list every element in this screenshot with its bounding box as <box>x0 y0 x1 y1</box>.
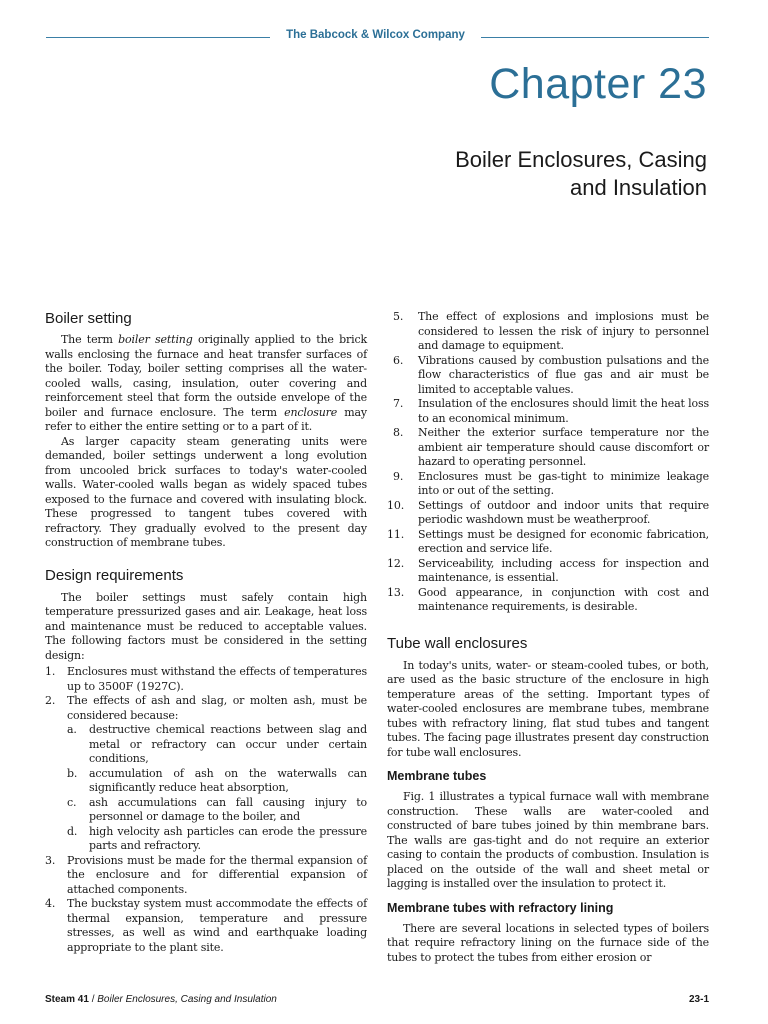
sub-list-item <box>67 796 367 825</box>
list-item <box>45 665 367 694</box>
list-number: 5. <box>393 310 404 323</box>
header-company-name: The Babcock & Wilcox Company <box>286 29 465 41</box>
list-number: 4. <box>45 897 56 910</box>
design-requirements-intro: The boiler settings must safely contain high temperature pressurized gases and air. Leakage, heat loss and maintenance must be reduced to acceptable values. The following factors must be considered in the setting design: <box>45 590 367 662</box>
list-number: 10. <box>387 498 405 512</box>
chapter-title <box>307 146 707 202</box>
footer-separator: / <box>88 994 98 1005</box>
sub-list-letter: d. <box>67 824 78 838</box>
list-text: Good appearance, in conjunction with cost and maintenance requirements, is desirable. <box>418 585 709 613</box>
section-heading-tube-wall-enclosures: Tube wall enclosures <box>387 634 528 652</box>
tube-wall-paragraph: In today's units, water- or steam-cooled tubes, or both, are used as the basic structure of the enclosure in high temperature areas of the setting. Important types of water-cooled enclosures are membrane tubes, membrane tubes with refractory lining, flat stud tubes and tangent tubes. The facing page illustrates present day construction for tube wall enclosures. <box>387 658 709 759</box>
list-item <box>45 694 367 723</box>
list-number: 6. <box>393 353 404 367</box>
sub-list-letter: b. <box>67 766 78 780</box>
list-number: 11. <box>387 527 405 541</box>
header-rule-left <box>46 37 270 38</box>
sub-list-text: accumulation of ash on the waterwalls can significantly reduce heat absorption, <box>89 766 367 794</box>
list-text: Settings of outdoor and indoor units that require periodic washdown must be weatherproof. <box>418 498 709 526</box>
sub-list-text: high velocity ash particles can erode the pressure parts and refractory. <box>89 824 367 852</box>
chapter-title-line-2: and Insulation <box>570 175 707 200</box>
list-item <box>387 354 709 398</box>
list-text: Neither the exterior surface temperature nor the ambient air temperature should cause discomfort or hazard to operating personnel. <box>418 426 709 468</box>
list-text: Vibrations caused by combustion pulsations and the flow characteristics of flue gas and air must be limited to acceptable values. <box>418 353 709 396</box>
list-text: Settings must be designed for economic fabrication, erection and service life. <box>418 527 709 555</box>
list-text: Provisions must be made for the thermal expansion of the enclosure and for differential expansion of attached components. <box>67 853 367 896</box>
chapter-title-line-1: Boiler Enclosures, Casing <box>455 147 707 172</box>
term-enclosure: enclosure <box>284 405 338 419</box>
list-item <box>387 557 709 586</box>
list-text: Serviceability, including access for inspection and maintenance, is essential. <box>418 556 709 584</box>
boiler-setting-paragraph-1 <box>45 333 367 435</box>
list-item <box>387 528 709 557</box>
list-number: 12. <box>387 556 405 570</box>
text-run: may refer to either the entire setting or to a part of it. <box>45 405 367 433</box>
list-item <box>387 586 709 615</box>
footer-chapter-title: Boiler Enclosures, Casing and Insulation <box>97 994 277 1005</box>
list-item <box>45 854 367 898</box>
sub-list-letter: c. <box>67 795 77 809</box>
list-text: The buckstay system must accommodate the effects of thermal expansion, temperature and pressure stresses, as well as wind and earthquake loading appropriate to the plant site. <box>67 897 367 954</box>
list-item <box>387 470 709 499</box>
sub-list-text: destructive chemical reactions between slag and metal or refractory can occur under certain conditions, <box>89 723 367 765</box>
list-number: 2. <box>45 694 56 707</box>
list-item <box>387 397 709 426</box>
list-number: 13. <box>387 585 405 599</box>
membrane-tubes-paragraph: Fig. 1 illustrates a typical furnace wall with membrane construction. These walls are water-cooled and constructed of bare tubes joined by thin membrane bars. The walls are gas-tight and do not require an exterior casing to contain the products of combustion. Insulation is placed on the outside of the wall and sheet metal or lagging is installed over the insulation to protect it. <box>387 790 709 890</box>
list-text: Enclosures must withstand the effects of temperatures up to 3500F (1927C). <box>67 665 367 693</box>
list-text: The effect of explosions and implosions must be considered to lessen the risk of injury to personnel and damage to equipment. <box>418 310 709 352</box>
chapter-number: Chapter 23 <box>489 60 707 108</box>
left-column <box>45 310 367 955</box>
sub-list-item <box>67 767 367 796</box>
sub-list-text: ash accumulations can fall causing injury to personnel or damage to the boiler, and <box>89 795 367 823</box>
list-item <box>387 499 709 528</box>
text-run: The term <box>61 333 119 346</box>
footer-book-title <box>45 994 277 1005</box>
list-item <box>45 897 367 955</box>
subsection-heading-membrane-tubes: Membrane tubes <box>387 769 487 783</box>
right-column <box>387 310 709 965</box>
list-number: 1. <box>45 665 56 678</box>
term-boiler-setting: boiler setting <box>118 333 193 346</box>
design-requirements-list <box>45 665 367 955</box>
page-number: 23-1 <box>688 994 709 1005</box>
design-requirements-list-continued <box>387 310 709 615</box>
list-text: Insulation of the enclosures should limit the heat loss to an economical minimum. <box>418 397 709 425</box>
list-text: Enclosures must be gas-tight to minimize leakage into or out of the setting. <box>418 469 709 497</box>
subsection-heading-membrane-refractory: Membrane tubes with refractory lining <box>387 900 614 915</box>
boiler-setting-paragraph-2: As larger capacity steam generating units were demanded, boiler settings underwent a long evolution from uncooled brick surfaces to today's water-cooled walls. Water-cooled walls began as widely spaced tubes exposed to the furnace and covered with insulating block. These progressed to tangent tubes covered with refractory. They gradually evolved to the present day construction of membrane tubes. <box>45 434 367 549</box>
sub-list <box>45 723 367 854</box>
membrane-refractory-paragraph: There are several locations in selected types of boilers that require refractory lining on the furnace side of the tubes to protect the tubes from either erosion or <box>387 921 709 964</box>
sub-list-item <box>67 825 367 854</box>
list-number: 7. <box>393 397 404 410</box>
list-number: 3. <box>45 853 56 867</box>
header-rule-right <box>481 37 709 38</box>
sub-list-item <box>67 723 367 767</box>
text-run: originally applied to the brick walls enclosing the furnace and heat transfer surfaces of the boiler. Today, boiler setting comprises all the water-cooled walls, casing, insulation, outer covering and reinforcement steel that form the outside envelope of the boiler and furnace enclosure. The term <box>45 333 367 419</box>
footer-book: Steam 41 <box>45 994 89 1005</box>
list-item <box>387 426 709 470</box>
list-item <box>387 310 709 354</box>
page-footer <box>45 994 709 1008</box>
list-text: The effects of ash and slag, or molten ash, must be considered because: <box>67 694 367 722</box>
sub-list-letter: a. <box>67 723 77 736</box>
list-number: 8. <box>393 426 404 439</box>
section-heading-design-requirements: Design requirements <box>45 566 184 584</box>
section-heading-boiler-setting: Boiler setting <box>45 310 132 327</box>
list-number: 9. <box>393 469 404 483</box>
